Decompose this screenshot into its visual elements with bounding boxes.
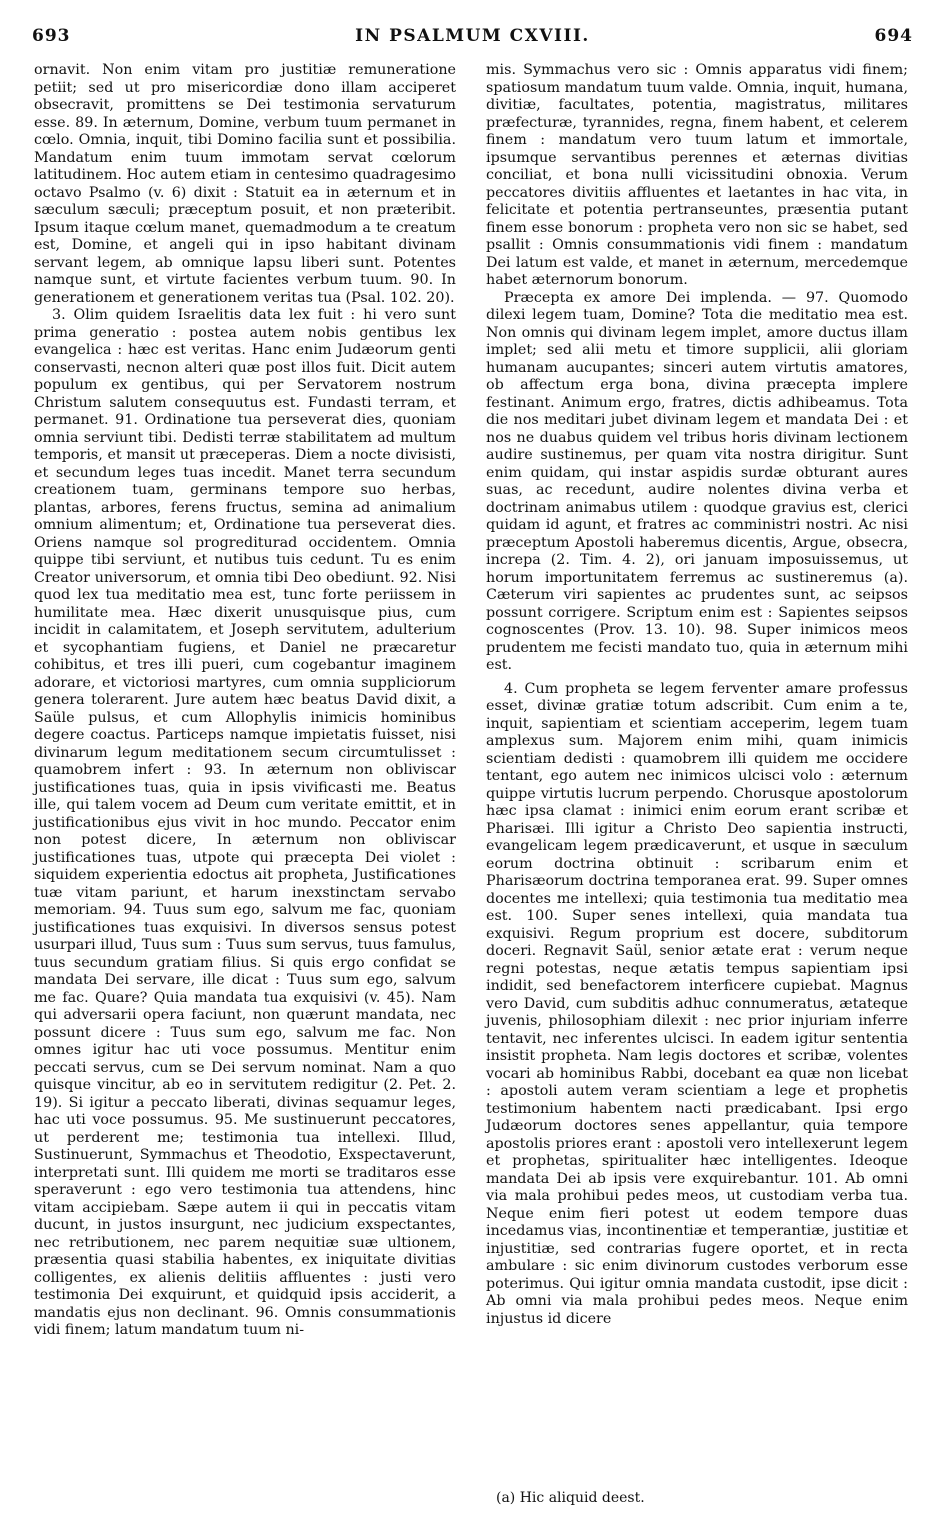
- running-title: IN PSALMUM CXVIII.: [355, 26, 590, 46]
- paragraph: Præcepta ex amore Dei implenda. — 97. Quomodo dilexi legem tuam, Domine? Tota die meditatio mea est. Non omnis qui divinam legem implet, amore ductus illam implet; sed alii metu et timore supplicii, alii gloriam humanam aucupantes; sinceri autem virtutis amatores, ob affectum erga bona, divina præcepta implere festinant. Animum ergo, fratres, dictis adhibeamus. Tota die nos meditari jubet divinam legem et mandata Dei : et nos ne duabus quidem vel tribus horis divinam lectionem audire sustinemus, per quam vita nostra dirigitur. Sunt enim quidam, qui instar aspidis surdæ obturant aures suas, ac recedunt, audire nolentes divina verba et doctrinam animabus utilem : quodque gravius est, clerici quidam id agunt, et fratres ac comministri nostri. Ac nisi præceptum Apostoli haberemus dicentis, Argue, obsecra, increpa (2. Tim. 4. 2), ori januam imposuissemus, ut horum importunitatem ferremus ac sustineremus (a). Cæterum viri sapientes ac prudentes sunt, ac seipsos possunt corrigere. Scriptum enim est : Sapientes seipsos cognoscentes (Prov. 13. 10). 98. Super inimicos meos prudentem me fecisti mandato tuo, quia in æternum mihi est.: [486, 289, 908, 673]
- page-number-right: 694: [874, 26, 913, 46]
- paragraph: 4. Cum propheta se legem ferventer amare professus esset, divinæ gratiæ totum adscribit. Cum enim a te, inquit, sapientiam et scientiam acceperim, legem tuam amplexus sum. Majorem enim mihi, quam inimicis scientiam dedisti : quamobrem illi quidem me occidere tentant, ego autem nec inimicos ulcisci volo : æternum quippe virtutis lucrum perpendo. Chorusque apostolorum hæc ipsa clamat : inimici enim eorum erant scribæ et Pharisæi. Illi igitur a Christo Deo sapientia instructi, evangelicam legem prædicaverunt, et usque in sæculum eorum doctrina obtinuit : scribarum enim et Pharisæorum doctrina temporanea erat. 99. Super omnes docentes me intellexi; quia testimonia tua meditatio mea est. 100. Super senes intellexi, quia mandata tua exquisivi. Regum proprium est docere, subditorum doceri. Regnavit Saül, senior ætate erat : verum neque regni potestas, neque ætatis tempus sapientiam ipsi indidit, sed benefactorem interficere cupiebat. Magnus vero David, cum subditis adhuc connumeratus, ætateque juvenis, philosophiam dilexit : nec prior injuriam inferre tentavit, nec inferentes ulcisci. In eadem igitur sententia insistit propheta. Nam legis doctores et scribæ, volentes vocari ab hominibus Rabbi, docebant ea quæ non licebat : apostoli autem veram scientiam a lege et prophetis testimonium habentem nacti prædicabant. Ipsi ergo Judæorum doctores senes appellantur, quia tempore apostolis priores erant : apostoli vero intellexerunt legem et prophetas, spiritualiter hæc intelligentes. Ideoque mandata Dei ab ipsis vere exquirebantur. 101. Ab omni via mala prohibui pedes meos, ut custodiam verba tua. Neque enim fieri potest ut eodem tempore duas incedamus vias, incontinentiæ et temperantiæ, justitiæ et injustitiæ, sed contrarias fugere oportet, et in recta ambulare : sic enim divinorum custodes verborum esse poterimus. Qui igitur omnia mandata custodit, ipse dicit : Ab omni via mala prohibui pedes meos. Neque enim injustus id dicere: [486, 680, 908, 1327]
- page-header: [32, 22, 913, 50]
- right-column: [486, 62, 908, 1328]
- paragraph: mis. Symmachus vero sic : Omnis apparatus vidi finem; spatiosum mandatum tuum valde. Omnia, inquit, humana, divitiæ, facultates, potentia, magistratus, militares præfecturæ, tyrannides, regna, finem habent, et celerem finem : mandatum vero tuum latum et immortale, ipsumque servantibus perennes et æternas divitias conciliat, et bona nulli vicissitudini obnoxia. Verum peccatores divitiis affluentes et laetantes in hac vita, in felicitate et potentia pertranseuntes, præsentia putant finem esse bonorum : propheta vero non sic se habet, sed psallit : Omnis consummationis vidi finem : mandatum Dei latum est valde, et manet in æternum, mercedemque habet æternorum bonorum.: [486, 62, 908, 288]
- paragraph: ornavit. Non enim vitam pro justitiæ remuneratione petiit; sed ut pro misericordiæ dono illam acciperet obsecravit, promittens se Dei testimonia servaturum esse. 89. In æternum, Domine, verbum tuum permanet in cœlo. Omnia, inquit, tibi Domino facilia sunt et possibilia. Mandatum enim tuum immotam servat cœlorum latitudinem. Hoc autem etiam in centesimo quadragesimo octavo Psalmo (v. 6) dixit : Statuit ea in æternum et in sæculum sæculi; præceptum posuit, et non præteribit. Ipsum itaque cœlum manet, quemadmodum a te creatum est, Domine, et angeli qui in ipso habitant divinam servant legem, ab omnique lapsu liberi sunt. Potentes namque sunt, et virtute facientes verbum tuum. 90. In generationem et generationem veritas tua (Psal. 102. 20).: [34, 62, 456, 306]
- paragraph: 3. Olim quidem Israelitis data lex fuit : hi vero sunt prima generatio : postea autem nobis gentibus lex evangelica : hæc est veritas. Hanc enim Judæorum genti conservasti, necnon alteri quæ post illos fuit. Dicit autem populum ex gentibus, qui per Servatorem nostrum Christum salutem consequutus est. Fundasti terram, et permanet. 91. Ordinatione tua perseverat dies, quoniam omnia serviunt tibi. Dedisti terræ stabilitatem ad multum temporis, et mansit ut præceperas. Diem a nocte divisisti, et secundum leges tuas incedit. Manet terra secundum creationem tuam, germinans tempore suo herbas, plantas, arbores, ferens fructus, semina ad animalium omnium alimentum; et, Ordinatione tua perseverat dies. Oriens namque sol progrediturad occidentem. Omnia quippe tibi serviunt, et nutibus tuis cedunt. Tu es enim Creator universorum, et omnia tibi Deo obediunt. 92. Nisi quod lex tua meditatio mea est, tunc forte periissem in humilitate mea. Hæc dixerit unusquisque pius, cum incidit in calamitatem, et Joseph servitutem, adulterium et sycophantiam fugiens, et Daniel ne præcaretur cohibitus, et tres illi pueri, cum cogebantur imaginem adorare, et victoriosi martyres, cum omnia suppliciorum genera tolerarent. Jure autem hæc beatus David dixit, a Saüle pulsus, et cum Allophylis inimicis hominibus degere coactus. Particeps namque impietatis fuisset, nisi divinarum legum meditationem secum circumtulisset : quamobrem infert : 93. In æternum non obliviscar justificationes tuas, quia in ipsis vivificasti me. Beatus ille, qui talem vocem ad Deum cum veritate emittit, et in justificationibus ejus vivit in hoc mundo. Peccator enim non potest dicere, In æternum non obliviscar justificationes tuas, utpote qui præcepta Dei violet : siquidem experientia edoctus ait propheta, Justificationes tuæ vitam pariunt, et harum inexstinctam servabo memoriam. 94. Tuus sum ego, salvum me fac, quoniam justificationes tuas exquisivi. In diversos sensus potest usurpari illud, Tuus sum : Tuus sum servus, tuus famulus, tuus secundum gratiam filius. Si quis ergo confidat se mandata Dei servare, ille dicat : Tuus sum ego, salvum me fac. Quare? Quia mandata tua exquisivi (v. 45). Nam qui adversarii opera faciunt, non quærunt mandata, nec possunt dicere : Tuus sum ego, salvum me fac. Non omnes igitur hac uti voce possumus. Mentitur enim peccati servus, cum se Dei servum nominat. Nam a quo quisque vincitur, ab eo in servitutem redigitur (2. Pet. 2. 19). Si igitur a peccato liberati, divinas sequamur leges, hac uti voce possumus. 95. Me sustinuerunt peccatores, ut perderent me; testimonia tua intellexi. Illud, Sustinuerunt, Symmachus et Theodotio, Exspectaverunt, interpretati sunt. Illi quidem me morti se traditaros esse speraverunt : ego vero testimonia tua attendens, hinc vitam accipiebam. Sæpe autem ii qui in peccatis vitam ducunt, in justos insurgunt, nec judicium exspectantes, nec retributionem, nec parem nequitiæ suæ ultionem, præsentia quasi stabilia habentes, ex iniquitate divitias colligentes, ex alienis delitiis affluentes : justi vero testimonia Dei exquirunt, et quidquid ipsis acciderit, a mandatis ejus non declinant. 96. Omnis consummationis vidi finem; latum mandatum tuum ni-: [34, 307, 456, 1338]
- page-number-left: 693: [32, 26, 71, 46]
- footnote: (a) Hic aliquid deest.: [496, 1490, 645, 1506]
- left-column: [34, 62, 456, 1340]
